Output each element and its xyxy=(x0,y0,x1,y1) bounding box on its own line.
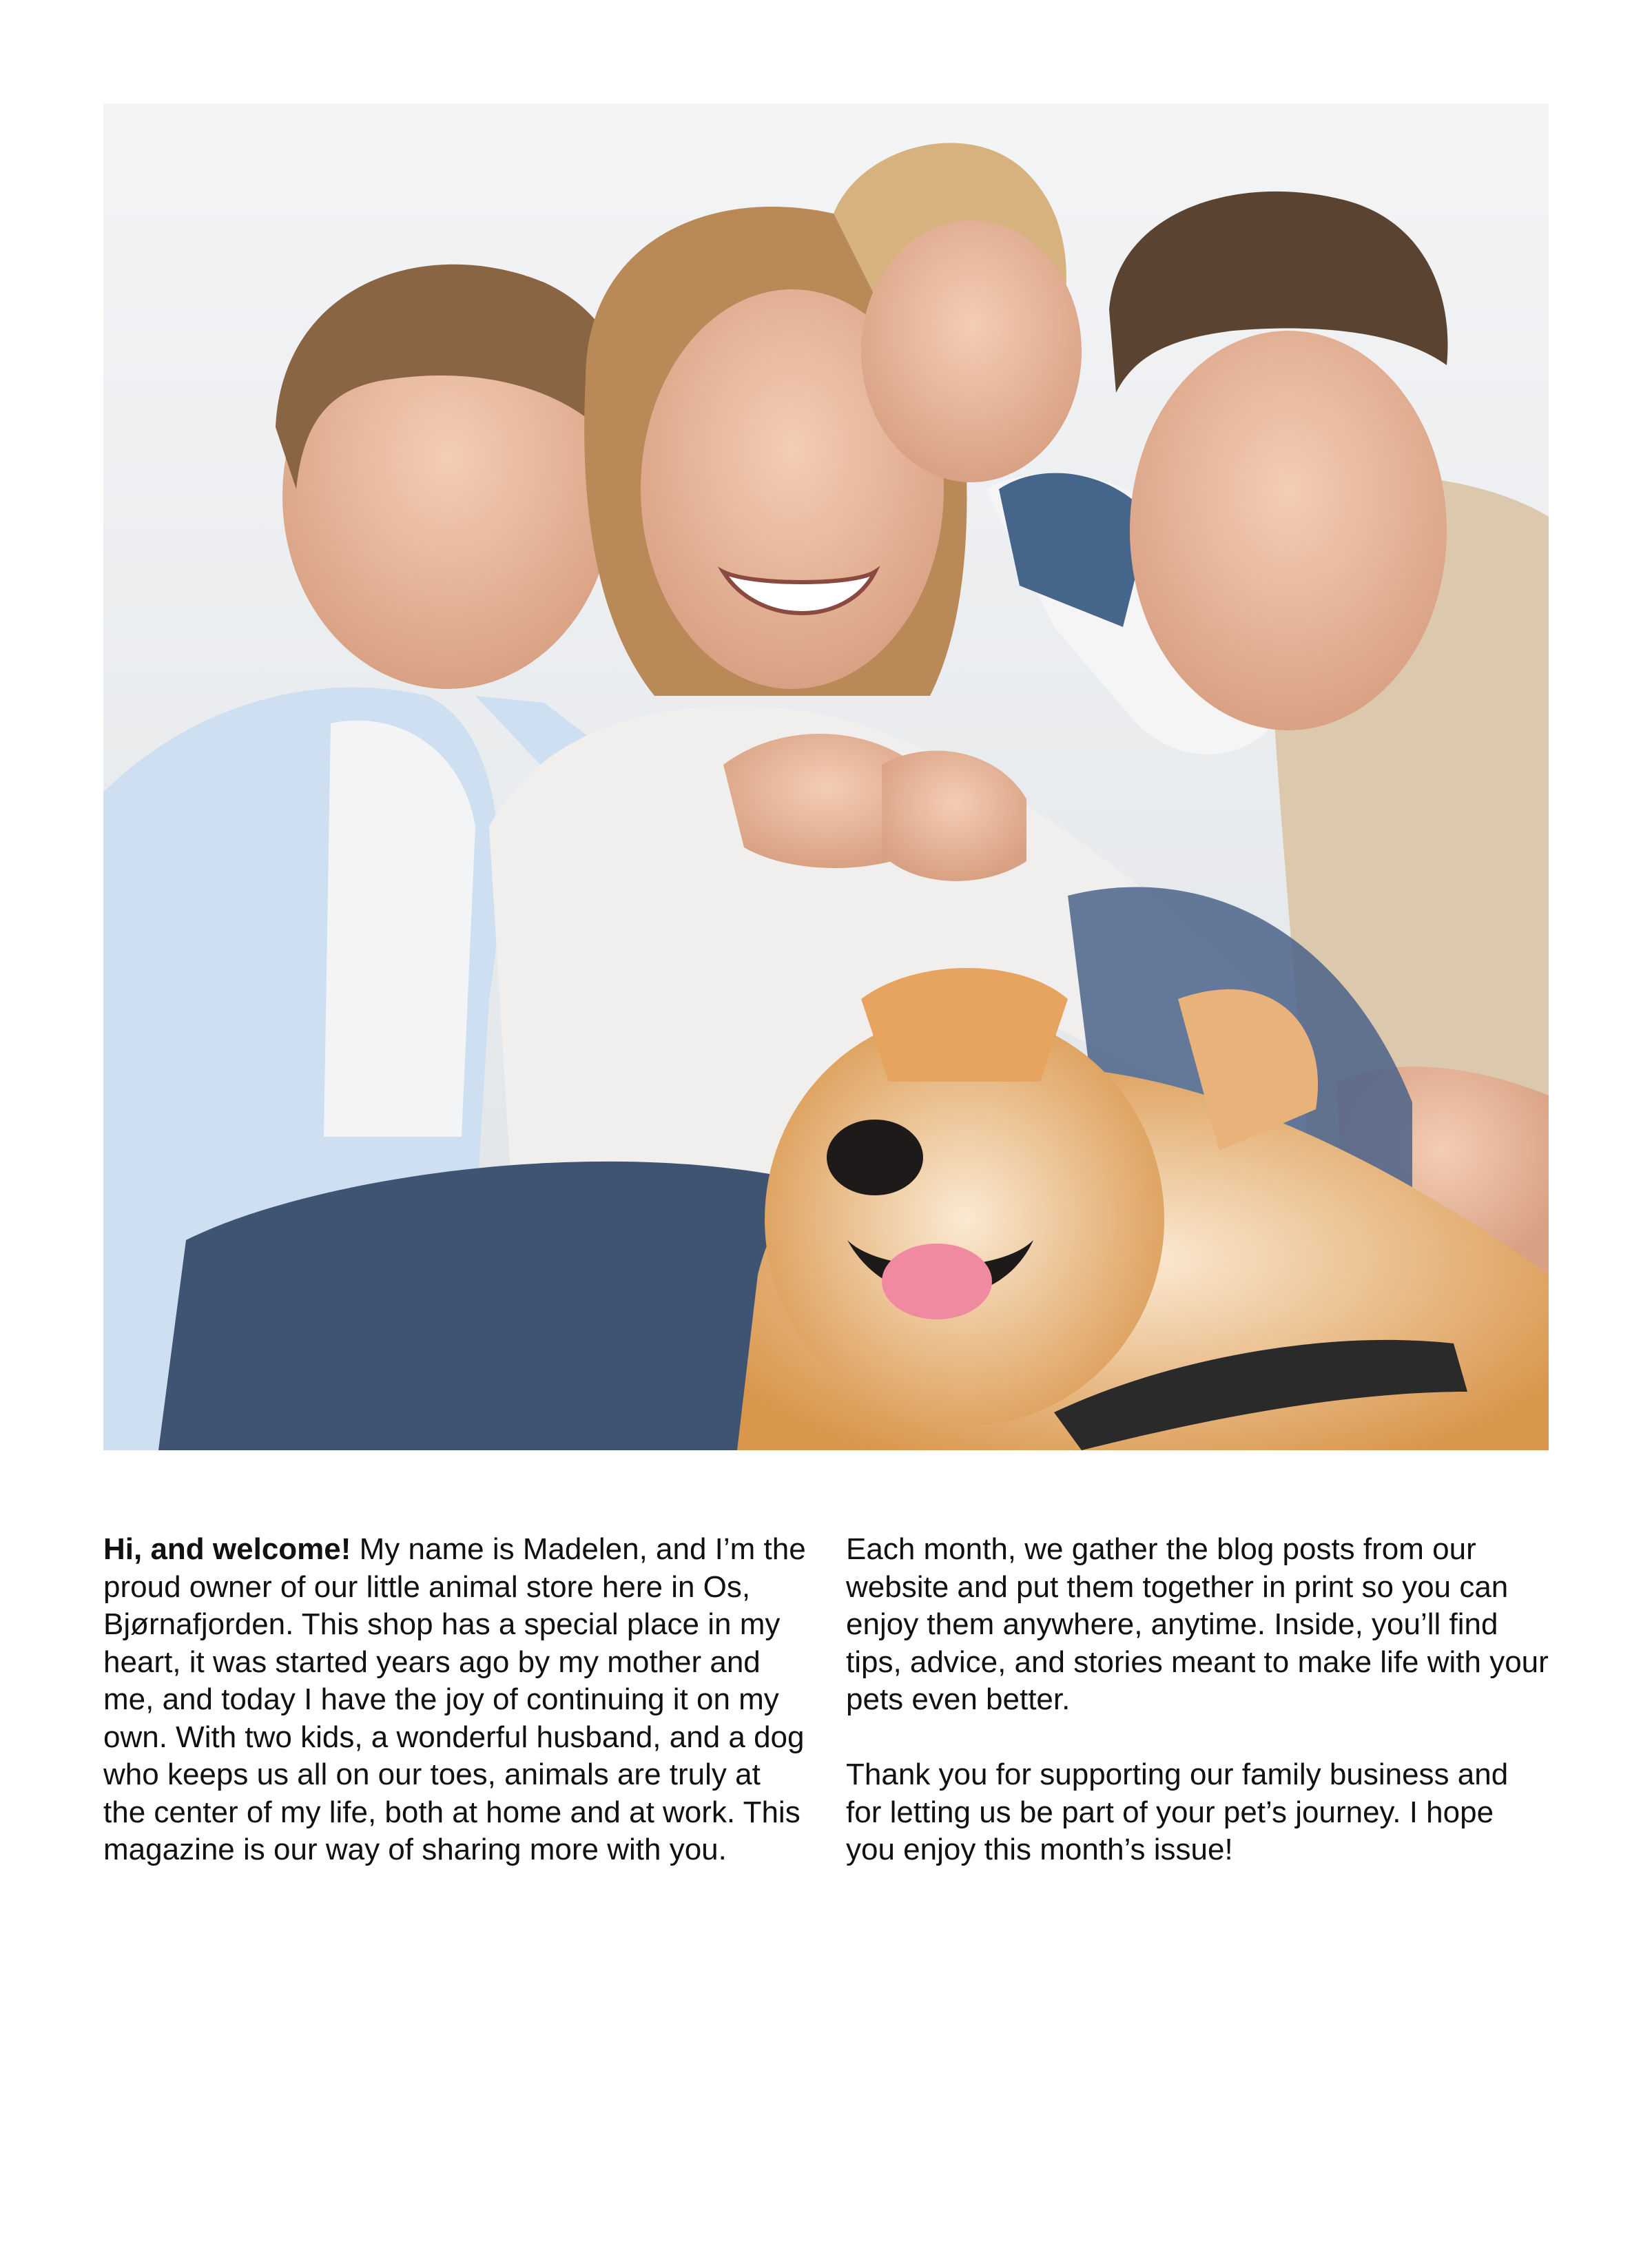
intro-body: My name is Madelen, and I’m the proud owner of our little animal store here in Os, Bjørnafjorden. This shop has a special place in my heart, it was started years ago by my mother and me, and today I have the joy of continuing it on my own. With two kids, a wonderful husband, and a dog who keeps us all on our toes, animals are truly at the center of my life, both at home and at work. This magazine is our way of sharing more with you. xyxy=(103,1532,806,1866)
monthly-paragraph: Each month, we gather the blog posts from our website and put them together in print so you can enjoy them anywhere, anytime. Inside, you’ll find tips, advice, and stories meant to make life with your pets even better. xyxy=(846,1532,1549,1716)
family-with-corgi-illustration xyxy=(103,103,1549,1450)
intro-column xyxy=(103,1531,806,1869)
hero-photo xyxy=(103,103,1549,1450)
thank-you-paragraph: Thank you for supporting our family business and for letting us be part of your pet’s journey. I hope you enjoy this month’s issue! xyxy=(846,1758,1509,1866)
intro-paragraph xyxy=(103,1531,806,1869)
right-column xyxy=(846,1531,1549,1869)
welcome-lead: Hi, and welcome! xyxy=(103,1532,351,1566)
